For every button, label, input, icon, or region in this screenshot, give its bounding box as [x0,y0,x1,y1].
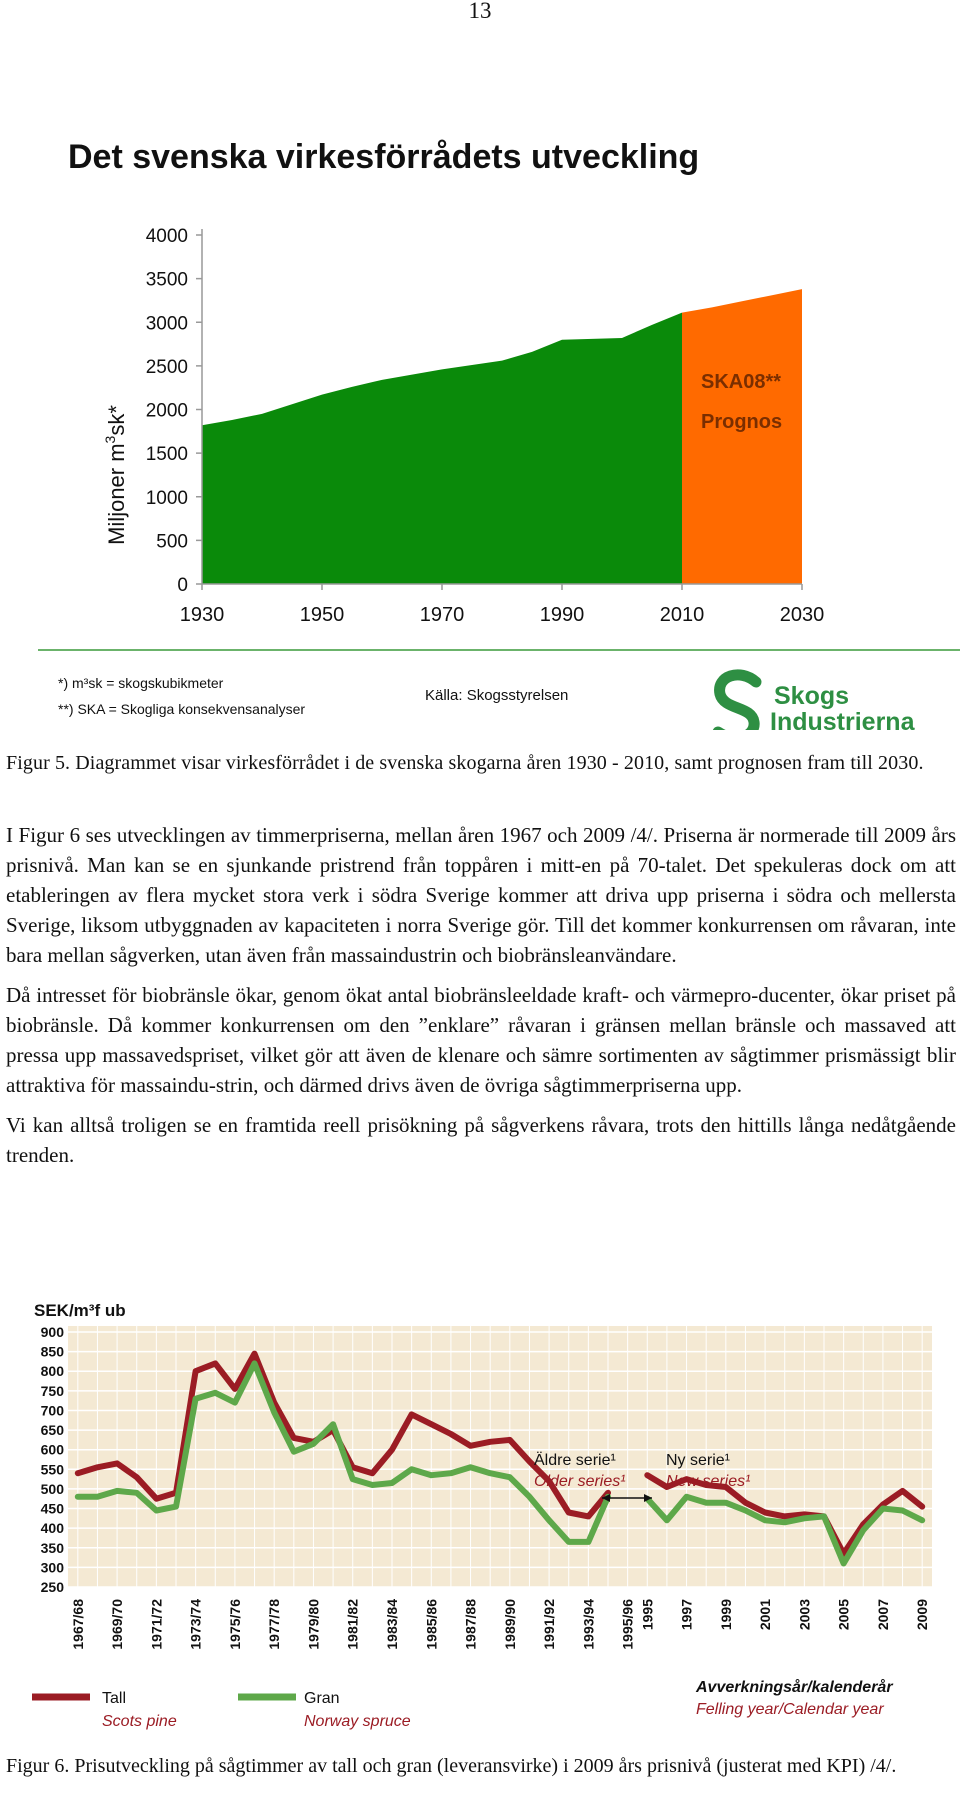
x-tick-label: 1950 [299,604,345,626]
logo-text-industrierna: Industrierna [770,708,915,730]
y-tick-label: 900 [40,1324,64,1340]
y-tick-label: 500 [40,1480,64,1497]
older-series-label-en: Older series¹ [534,1473,626,1490]
x-tick-label: 1985/86 [423,1599,440,1650]
x-tick-label: 1990 [539,604,585,626]
y-tick-label: 450 [40,1500,64,1517]
paragraph-3: Vi kan alltså troligen se en framtida reell prisökning på sågverkens råvara, trots den hittills långa nedåtgående trenden. [6,1113,956,1167]
y-tick-label: 600 [40,1441,64,1458]
figure-5-caption: Figur 5. Diagrammet visar virkesförrådet i de svenska skogarna åren 1930 - 2010, samt prognosen fram till 2030. [6,752,924,774]
x-tick-label: 1999 [717,1599,734,1631]
x-tick-label: 2005 [835,1599,852,1631]
y-tick-label: 500 [156,531,188,553]
y-tick-label: 2000 [145,400,188,422]
x-tick-label: 1971/72 [148,1599,165,1650]
y-tick-label: 850 [40,1343,64,1360]
footnote-msk: *) m³sk = skogskubikmeter [58,675,224,691]
paragraph-2: Då intresset för biobränsle ökar, genom ökat antal biobränsleeldade kraft- och värmepro-ducenter, ökar priset på biobränsle. Då kommer konkurrensen om den ”enklare” råvaran i gränsen mellan bränsle och massaved att pressa upp massavedspriset, vilket gör att även de klenare och sämre sortimenten av sågtimmer prismässigt blir attraktiva för massaindu-strin, och därmed drivs även de övriga sågtimmerpriserna upp. [6,983,956,1097]
figure-6-chart [20,1292,950,1742]
x-tick-label: 1975/76 [226,1599,243,1650]
area-series-forecast [682,289,802,584]
y-tick-label: 4000 [145,226,188,247]
legend-tall-label-en: Scots pine [102,1713,177,1730]
x-tick-label: 1977/78 [266,1599,283,1650]
skogsindustrierna-logo [718,675,916,730]
x-tick-label: 2007 [874,1599,891,1631]
forecast-label-prognos: Prognos [701,411,783,433]
y-tick-label: 650 [40,1422,64,1439]
figure-6-plot [41,1324,932,1650]
y-tick-label: 750 [40,1382,64,1399]
x-tick-label: 1995 [639,1599,656,1631]
figure-6-y-axis-label: SEK/m³f ub [34,1301,126,1320]
x-tick-label: 2003 [796,1599,813,1631]
x-tick-label: 2009 [914,1599,931,1631]
y-tick-label: 3500 [145,269,188,291]
y-tick-label: 250 [40,1579,64,1595]
figure-5-chart [0,120,960,730]
forecast-label-ska08: SKA08** [701,371,782,393]
x-tick-label: 1983/84 [384,1599,400,1650]
logo-s-icon [718,675,756,730]
legend-tall-label: Tall [102,1690,127,1707]
x-tick-label: 1970 [419,604,465,626]
x-tick-label: 1991/92 [541,1599,558,1650]
x-tick-label: 1993/94 [580,1599,597,1650]
x-tick-label: 1930 [179,604,225,626]
body-text [6,820,956,1170]
x-tick-label: 1973/74 [187,1599,204,1650]
figure-5-area-group [202,289,802,584]
legend-gran-label: Gran [304,1690,340,1707]
y-tick-label: 350 [40,1539,64,1556]
x-axis-label-sv: Avverkningsår/kalenderår [696,1679,893,1696]
older-series-label-sv: Äldre serie¹ [534,1452,616,1469]
x-tick-label: 1979/80 [305,1599,322,1650]
new-series-label-sv: Ny serie¹ [666,1452,731,1469]
y-tick-label: 3000 [145,313,188,335]
x-tick-label: 1969/70 [109,1599,126,1650]
y-tick-label: 400 [40,1520,64,1537]
x-tick-label: 1989/90 [501,1599,518,1650]
x-tick-label: 1987/88 [462,1599,479,1650]
legend-gran-label-en: Norway spruce [304,1713,411,1730]
page-number: 13 [468,0,492,23]
figure-6-caption: Figur 6. Prisutveckling på sågtimmer av tall och gran (leveransvirke) i 2009 års prisnivå (justerat med KPI) /4/. [6,1755,897,1777]
x-tick-label: 1995/96 [619,1599,636,1650]
y-tick-label: 2500 [145,356,188,378]
x-tick-label: 2030 [779,604,825,626]
figure-5-y-axis-label: Miljoner $m^3sk*$ [102,405,129,545]
y-tick-label: 800 [40,1363,64,1380]
y-tick-label: 1000 [145,487,188,509]
y-tick-label: 550 [40,1461,64,1478]
logo-text-skogs: Skogs [774,682,850,710]
x-tick-label: 2001 [757,1599,774,1631]
x-tick-label: 2010 [659,604,705,626]
x-tick-label: 1967/68 [69,1599,86,1650]
y-tick-label: 700 [40,1402,64,1419]
footnote-ska: **) SKA = Skogliga konsekvensanalyser [58,701,306,717]
area-series-history [202,313,682,584]
figure-5-title: Det svenska virkesförrådets utveckling [68,138,700,176]
x-tick-label: 1997 [678,1599,695,1631]
source-label: Källa: Skogsstyrelsen [425,687,569,704]
y-tick-label: 300 [40,1559,64,1576]
y-tick-label: 0 [177,575,188,596]
new-series-label-en: New series¹ [666,1473,751,1490]
x-axis-label-en: Felling year/Calendar year [696,1701,884,1718]
legend [32,1690,411,1730]
y-tick-label: 1500 [145,444,188,466]
x-tick-label: 1981/82 [344,1599,361,1650]
paragraph-1: I Figur 6 ses utvecklingen av timmerpriserna, mellan åren 1967 och 2009 /4/. Priserna är normerade till 2009 års prisnivå. Man kan se en sjunkande pristrend från toppåren i mitt-en på 70-talet. Det spekuleras dock om att etableringen av flera mycket stora verk i södra Sverige kommer att driva upp priserna i södra och mellersta Sverige, liksom utbyggnaden av kapaciteten i norra Sverige gör. Till det kommer konkurrensen om råvaran, inte bara mellan sågverken, utan även från massaindustrin och biobränsleanvändare. [6,823,956,967]
